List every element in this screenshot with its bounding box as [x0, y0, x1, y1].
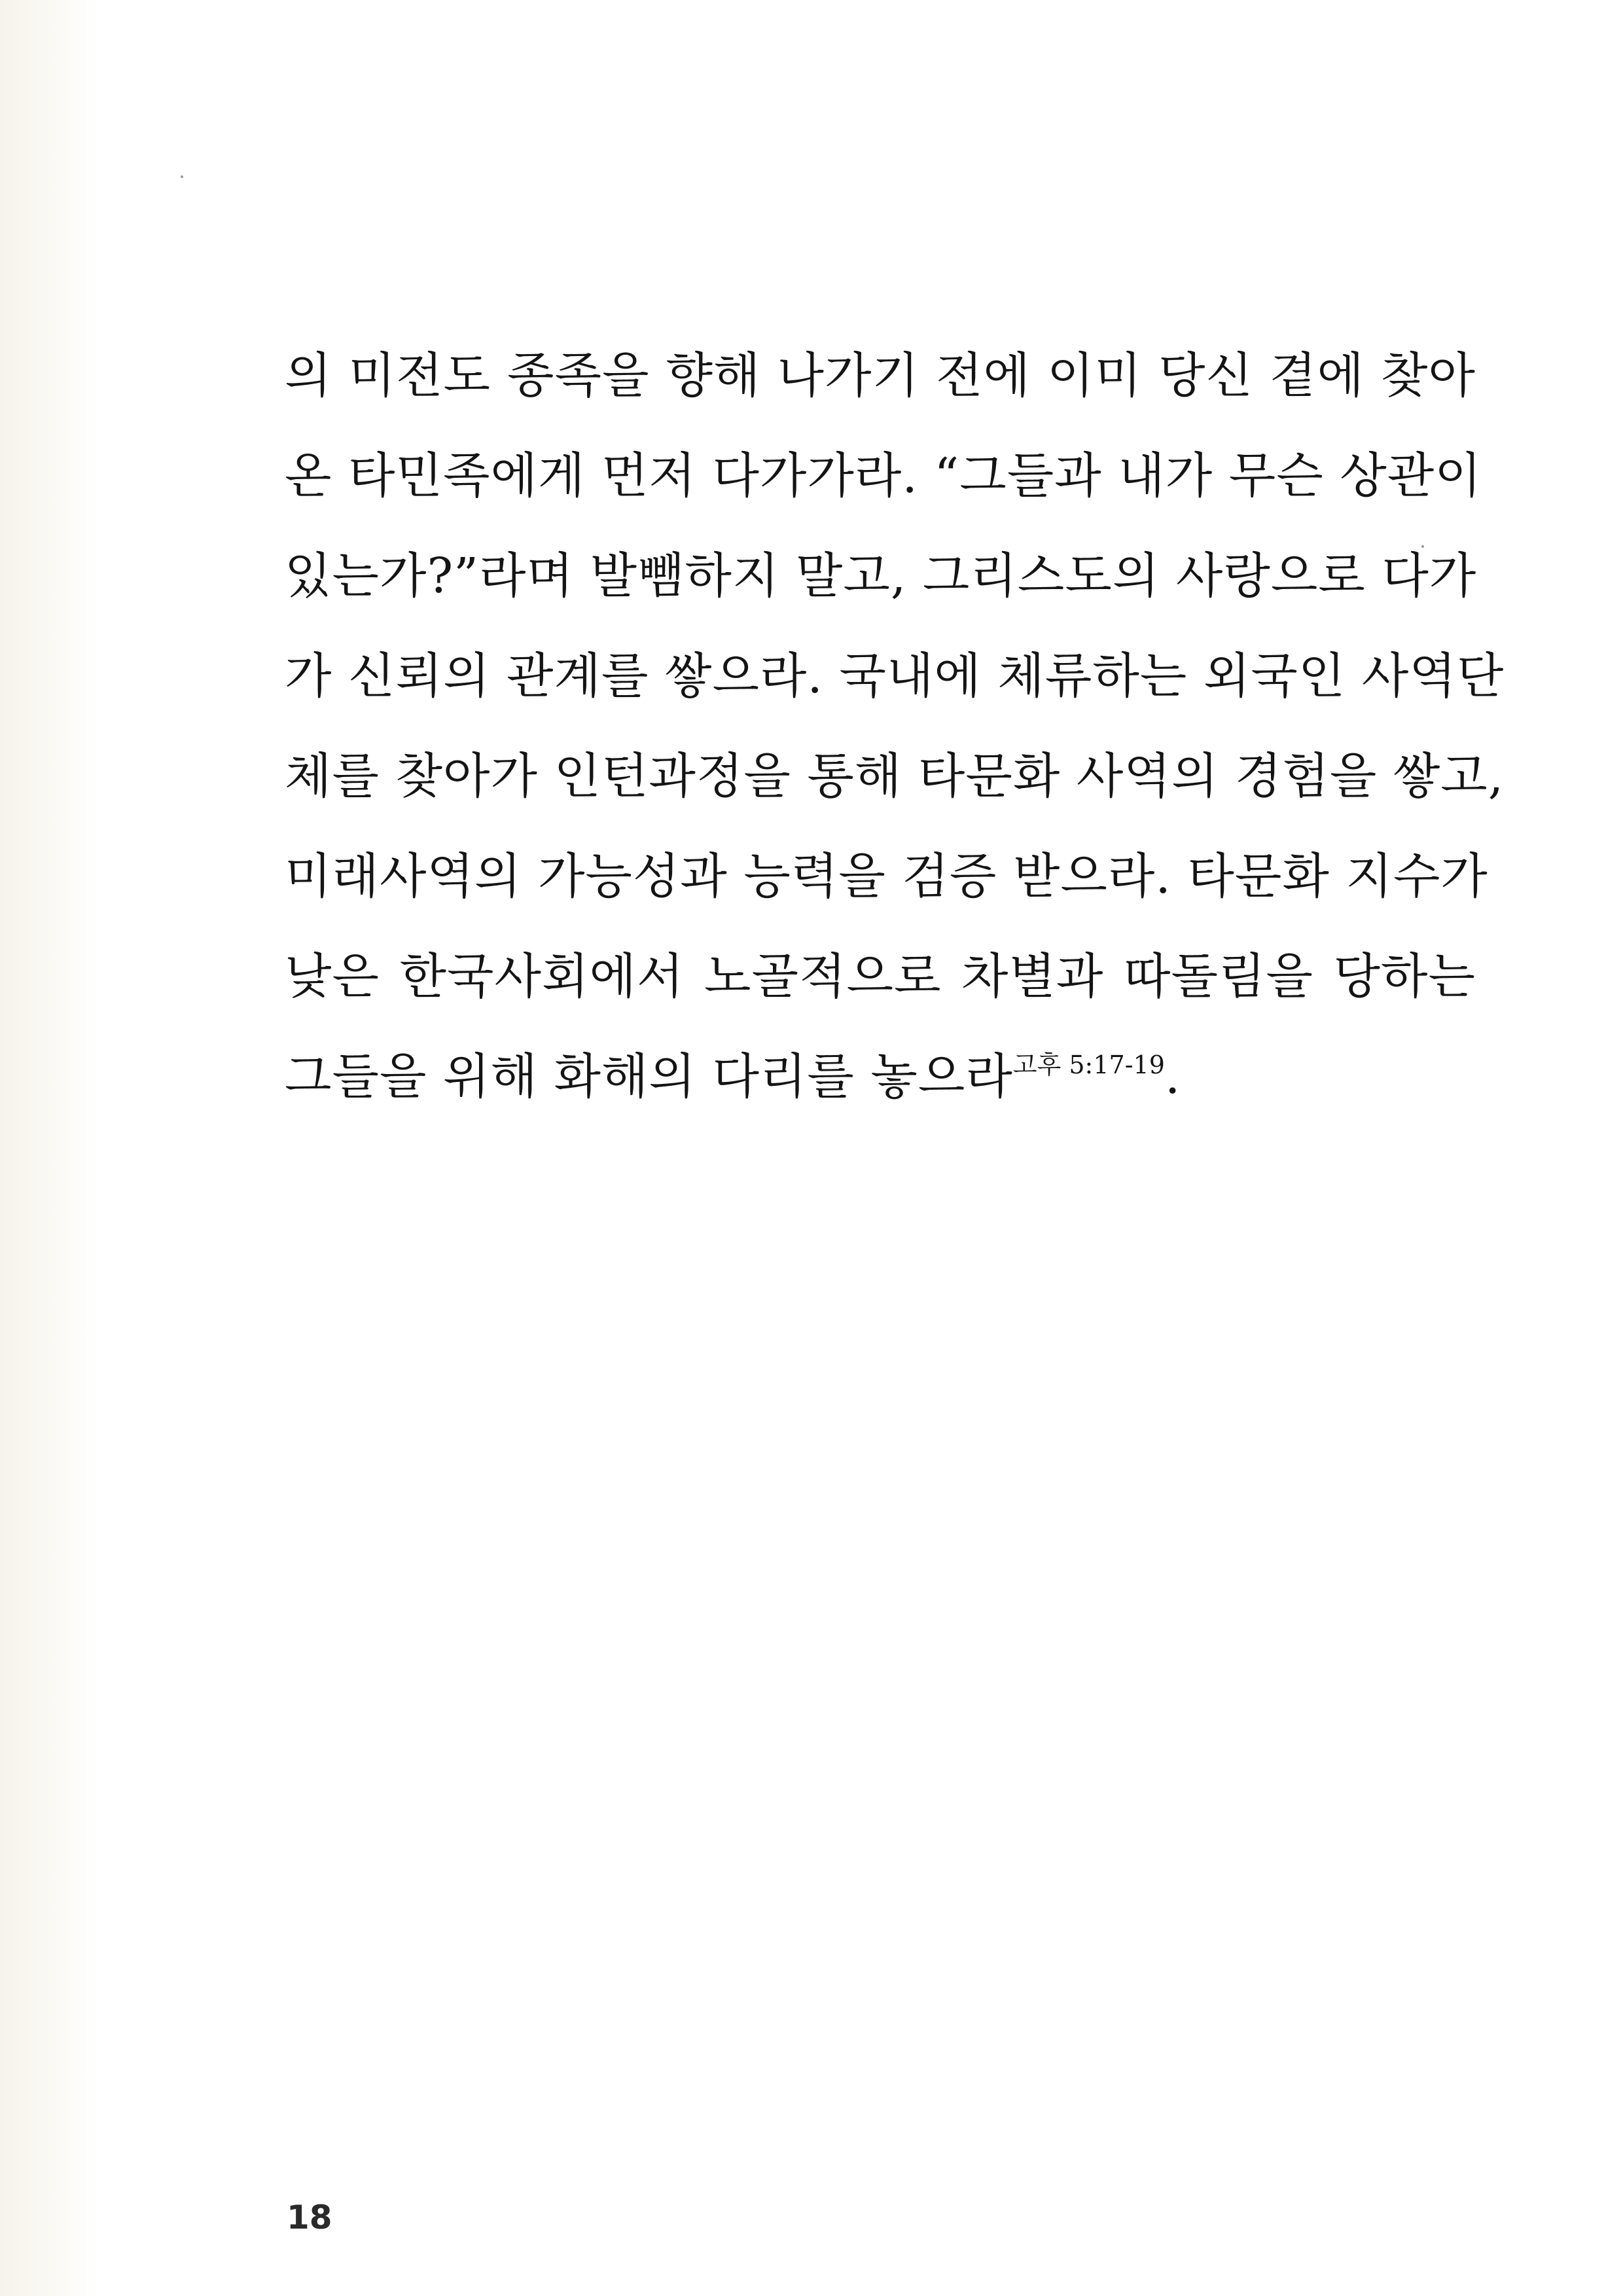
scan-speck [181, 175, 183, 178]
text-line-last [285, 1027, 1476, 1127]
text-line-content: 그들을 위해 화해의 다리를 놓으라 [285, 1049, 1013, 1105]
scripture-citation: 고후 5:17-19 [1012, 1050, 1165, 1079]
text-line: 미래사역의 가능성과 능력을 검증 받으라. 타문화 지수가 [285, 848, 1488, 905]
text-line: 낮은 한국사회에서 노골적으로 차별과 따돌림을 당하는 [285, 948, 1476, 1005]
text-line: 온 타민족에게 먼저 다가가라. “그들과 내가 무슨 상관이 [285, 448, 1482, 504]
text-line: 있는가?”라며 발뺌하지 말고, 그리스도의 사랑으로 다가 [285, 548, 1477, 604]
page-gutter-shade [0, 0, 98, 2296]
text-line: 체를 찾아가 인턴과정을 통해 타문화 사역의 경험을 쌓고, [285, 748, 1505, 804]
body-paragraph [285, 326, 1505, 1127]
text-line: 가 신뢰의 관계를 쌓으라. 국내에 체류하는 외국인 사역단 [285, 648, 1505, 704]
final-period: . [1164, 1049, 1181, 1105]
text-line: 의 미전도 종족을 향해 나가기 전에 이미 당신 곁에 찾아 [285, 348, 1476, 404]
page-number: 18 [287, 2198, 332, 2236]
